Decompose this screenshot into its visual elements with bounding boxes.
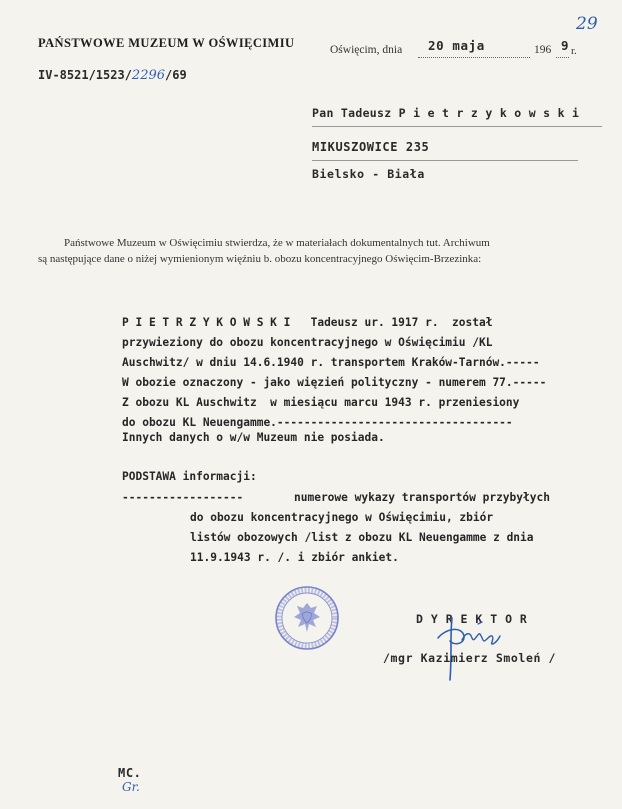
basis-line-4: 11.9.1943 r. /. i zbiór ankiet. [190, 551, 399, 564]
reference-number [38, 68, 187, 83]
basis-label: PODSTAWA informacji: [122, 470, 257, 483]
reference-handwritten: 2296 [131, 68, 166, 83]
year-suffix: r. [571, 45, 577, 57]
basis-dashes: ------------------ [122, 491, 244, 504]
body-line: Z obozu KL Auschwitz w miesiącu marcu 1943 r. przeniesiony [122, 396, 520, 409]
recipient-city: Bielsko - Biała [312, 167, 425, 181]
recipient-underline-1 [312, 125, 602, 127]
recipient-name: Pan Tadeusz P i e t r z y k o w s k i [312, 106, 580, 120]
basis-line-2: do obozu koncentracyjnego w Oświęcimiu, zbiór [190, 511, 494, 524]
museum-name: PAŃSTWOWE MUZEUM W OŚWIĘCIMIU [38, 36, 295, 50]
date-dotted-line [418, 56, 530, 58]
year-prefix: 196 [534, 44, 552, 56]
body-line: W obozie oznaczony - jako więzień polityczny - numerem 77.----- [122, 376, 547, 389]
handwritten-signature [432, 614, 512, 682]
reference-suffix: /69 [165, 68, 187, 82]
no-other-data: Innych danych o w/w Muzeum nie posiada. [122, 431, 385, 444]
recipient-underline-2 [312, 159, 578, 161]
director-title: D Y R E K T O R [416, 612, 528, 626]
body-line: Auschwitz/ w dniu 14.6.1940 r. transportem Kraków-Tarnów.----- [122, 356, 540, 369]
handwritten-initials: Gr. [122, 780, 140, 794]
basis-line-1: numerowe wykazy transportów przybyłych [294, 491, 550, 504]
body-line: P I E T R Z Y K O W S K I Tadeusz ur. 1917 r. został [122, 316, 493, 329]
recipient-street: MIKUSZOWICE 235 [312, 140, 430, 154]
official-seal-icon [272, 583, 342, 653]
year-digit: 9 [561, 38, 570, 53]
year-dotted-line [556, 56, 569, 58]
place-label: Oświęcim, dnia [330, 44, 403, 56]
body-line: do obozu KL Neuengamme.----------------------------------- [122, 416, 513, 429]
intro-line-2: są następujące dane o niżej wymienionym więźniu b. obozu koncentracyjnego Oświęcim-Brzezinka: [38, 253, 482, 265]
body-line: przywieziony do obozu koncentracyjnego w Oświęcimiu /KL [122, 336, 493, 349]
corner-page-number: 29 [576, 14, 598, 34]
typist-initials: MC. [118, 766, 142, 780]
date-day-month: 20 maja [428, 38, 485, 53]
director-name: /mgr Kazimierz Smoleń / [383, 651, 557, 665]
basis-line-3: listów obozowych /list z obozu KL Neuengamme z dnia [190, 531, 534, 544]
intro-line-1: Państwowe Muzeum w Oświęcimiu stwierdza, że w materiałach dokumentalnych tut. Archiwum [64, 237, 490, 249]
reference-prefix: IV-8521/1523/ [38, 68, 132, 82]
